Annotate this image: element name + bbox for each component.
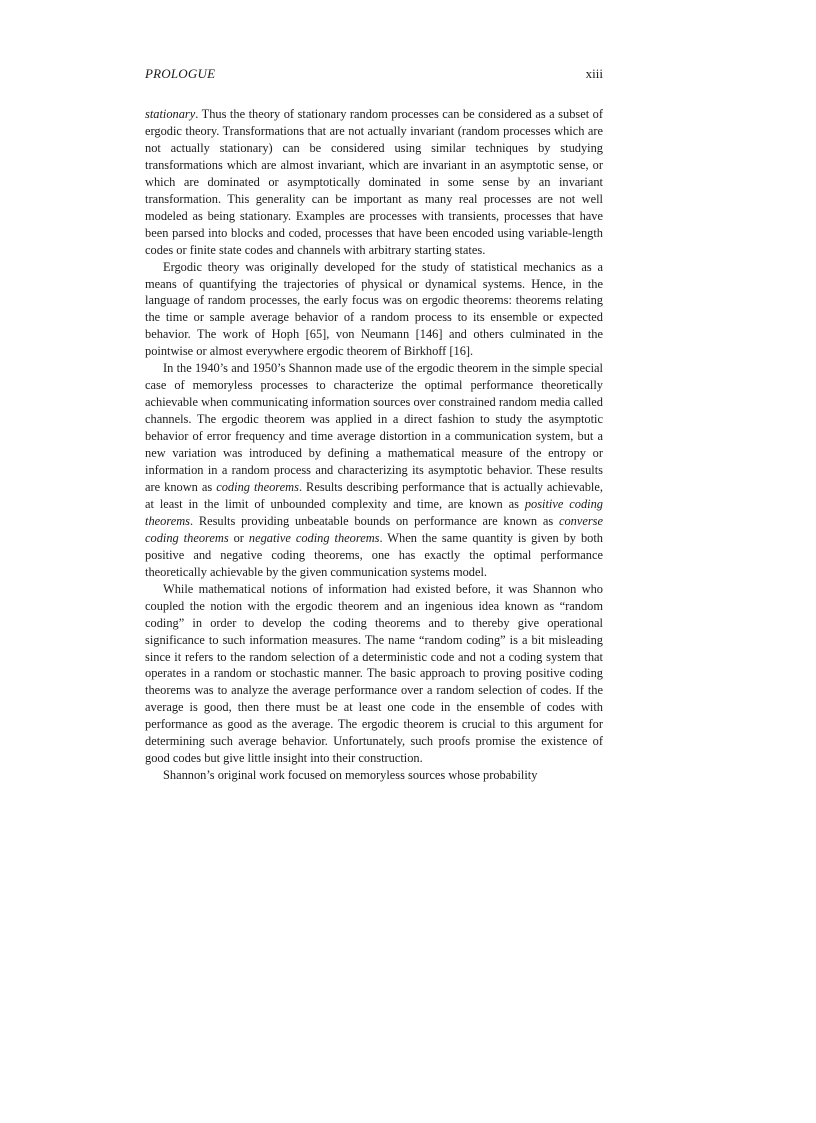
paragraph [145, 259, 603, 361]
emphasized-term: coding theorems [216, 479, 299, 494]
paragraph [145, 106, 603, 259]
text-run: . Results describing performance that is actually achievable, at least in the limit of unbounded complexity and time, are known as [145, 479, 603, 511]
text-run: . When the same quantity is given by both positive and negative coding theorems, one has exactly the optimal performance theoretically achievable by the given communication systems model. [145, 530, 603, 579]
text-run: or [228, 530, 249, 545]
text-run: Ergodic theory was originally developed for the study of statistical mechanics as a means of quantifying the trajectories of physical or dynamical systems. Hence, in the language of random processes, the early focus was on ergodic theorems: theorems relating the time or sample average behavior of a random process to its ensemble or expected behavior. The work of Hoph [65], von Neumann [146] and others culminated in the pointwise or almost everywhere ergodic theorem of Birkhoff [16]. [145, 259, 603, 359]
page-number: xiii [585, 66, 603, 81]
emphasized-term: positive coding theorems [145, 496, 603, 528]
paragraph [145, 360, 603, 580]
text-run: . Thus the theory of stationary random processes can be considered as a subset of ergodic theory. Transformations that are not actually invariant (random processes which are not actually stationary) can be considered using similar techniques by studying transformations which are almost invariant, which are invariant in an asymptotic sense, or which are dominated or asymptotically dominated in some sense by an invariant transformation. This generality can be important as many real processes are not well modeled as being stationary. Examples are processes with transients, processes that have been parsed into blocks and coded, processes that have been encoded using variable-length codes or finite state codes and channels with arbitrary starting states. [145, 107, 603, 257]
paragraph [145, 767, 603, 784]
running-head: PROLOGUE [145, 66, 216, 81]
emphasized-term: stationary [145, 107, 196, 121]
emphasized-term: converse coding theorems [145, 513, 603, 545]
body-text [145, 106, 603, 784]
text-run: While mathematical notions of information had existed before, it was Shannon who coupled the notion with the ergodic theorem and an ingenious idea known as “random coding” in order to develop the coding theorems and to thereby give operational significance to such information measures. The name “random coding” is a bit misleading since it refers to the random selection of a deterministic code and not a coding system that operates in a random or stochastic manner. The basic approach to proving positive coding theorems was to analyze the average performance over a random selection of codes. If the average is good, then there must be at least one code in the ensemble of codes with performance as good as the average. The ergodic theorem is crucial to this argument for determining such average behavior. Unfortunately, such proofs promise the existence of good codes but give little insight into their construction. [145, 581, 603, 766]
paragraph [145, 581, 603, 767]
emphasized-term: negative coding theorems [248, 530, 380, 545]
page-header [145, 66, 603, 84]
text-run: In the 1940’s and 1950’s Shannon made use of the ergodic theorem in the simple special case of memoryless processes to characterize the optimal performance theoretically achievable when communicating information sources over constrained random media called channels. The ergodic theorem was applied in a direct fashion to study the asymptotic behavior of error frequency and time average distortion in a communication system, but a new variation was introduced by defining a mathematical measure of the entropy or information in a random process and characterizing its asymptotic behavior. These results are known as [145, 361, 603, 494]
text-run: Shannon’s original work focused on memoryless sources whose probability [163, 768, 538, 783]
text-run: . Results providing unbeatable bounds on performance are known as [189, 513, 559, 528]
